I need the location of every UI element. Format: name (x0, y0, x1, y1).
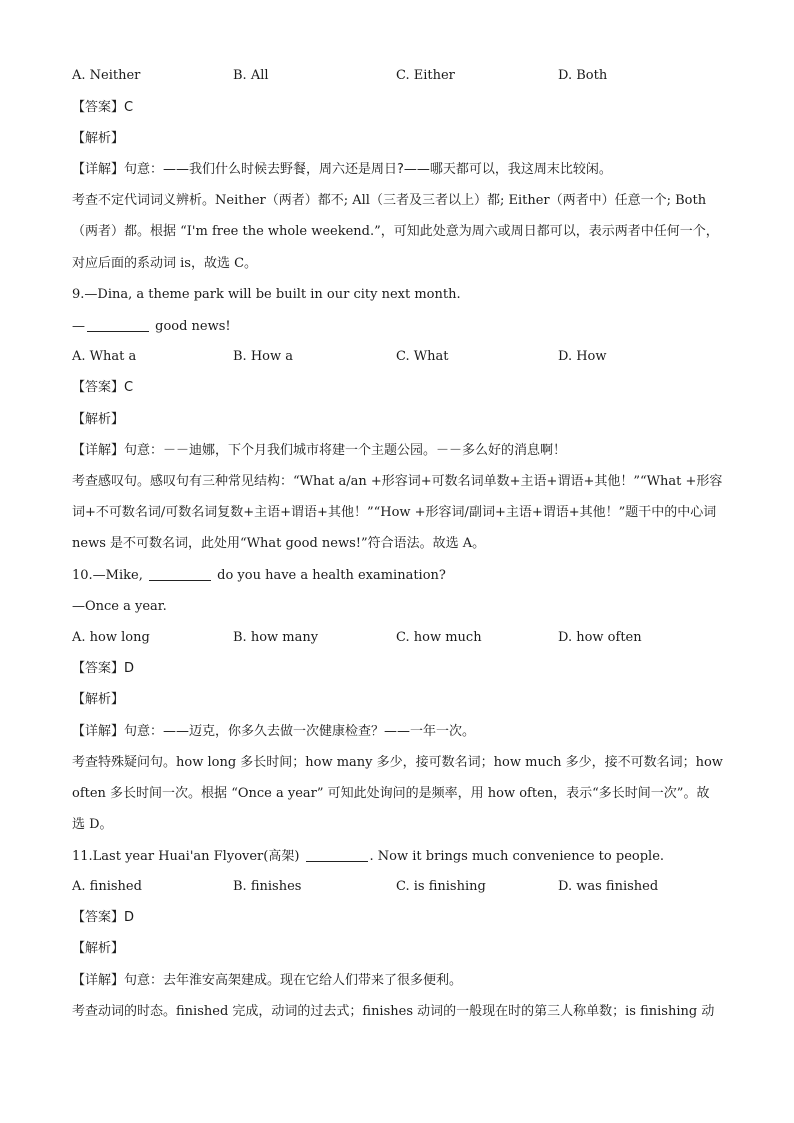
q11-stem-tail: . Now it brings much convenience to people. (369, 849, 665, 864)
q11-answer: 【答案】D (72, 910, 135, 925)
q10-stem-reply: —Once a year. (72, 599, 167, 614)
q9-stem: 9.—Dina, a theme park will be built in our city next month. (72, 287, 461, 302)
q10-explain-line: often 多长时间一次。根据 “Once a year” 可知此处询问的是频率，用 how often，表示“多长时间一次”。故 (72, 786, 710, 801)
q11-analysis-label: 【解析】 (72, 941, 125, 956)
q8-option-d: D. Both (558, 68, 608, 83)
q10-option-c: C. how much (396, 630, 482, 645)
q8-option-a: A. Neither (72, 68, 141, 83)
q10-analysis-label: 【解析】 (72, 692, 125, 707)
q8-explain-line: 对应后面的系动词 is，故选 C。 (72, 256, 258, 271)
q10-stem (72, 566, 446, 585)
q10-option-d: D. how often (558, 630, 642, 645)
q10-stem-tail: do you have a health examination? (212, 568, 446, 583)
q9-explain-line: 词+不可数名词/可数名词复数+主语+谓语+其他！”“How +形容词/副词+主语+谓语+其他！”题干中的中心词 (72, 505, 717, 520)
q8-analysis-label: 【解析】 (72, 131, 125, 146)
q9-explain-line: news 是不可数名词，此处用“What good news!”符合语法。故选 A。 (72, 536, 486, 551)
q9-blank[interactable] (87, 317, 149, 332)
q9-option-b: B. How a (233, 349, 293, 364)
q8-detail: 【详解】句意：——我们什么时候去野餐，周六还是周日?——哪天都可以，我这周末比较闲。 (72, 162, 612, 177)
q9-option-c: C. What (396, 349, 449, 364)
q9-stem-tail: good news! (151, 319, 231, 334)
q10-answer: 【答案】D (72, 661, 135, 676)
q8-option-c: C. Either (396, 68, 455, 83)
q8-answer: 【答案】C (72, 100, 134, 115)
q10-stem-head: 10.—Mike, (72, 568, 147, 583)
q9-explain-line: 考查感叹句。感叹句有三种常见结构：“What a/an +形容词+可数名词单数+主语+谓语+其他！”“What +形容 (72, 474, 723, 489)
q9-option-d: D. How (558, 349, 607, 364)
q11-option-d: D. was finished (558, 879, 659, 894)
q9-dash: — (72, 319, 85, 334)
q9-detail: 【详解】句意：－－迪娜，下个月我们城市将建一个主题公园。－－多么好的消息啊！ (72, 443, 567, 458)
q10-explain-line: 考查特殊疑问句。how long 多长时间；how many 多少，接可数名词；how much 多少，接不可数名词；how (72, 755, 723, 770)
q11-explain-line: 考查动词的时态。finished 完成，动词的过去式；finishes 动词的一般现在时的第三人称单数；is finishing 动 (72, 1004, 715, 1019)
q11-blank[interactable] (306, 847, 368, 862)
q8-explain-line: （两者）都。根据 “I'm free the whole weekend.”，可知此处意为周六或周日都可以，表示两者中任何一个， (72, 224, 719, 239)
q11-option-c: C. is finishing (396, 879, 486, 894)
q10-blank[interactable] (149, 566, 211, 581)
q11-option-a: A. finished (72, 879, 142, 894)
q10-option-a: A. how long (72, 630, 150, 645)
q8-option-b: B. All (233, 68, 269, 83)
q10-option-b: B. how many (233, 630, 319, 645)
q9-answer: 【答案】C (72, 380, 134, 395)
q8-explain-line: 考查不定代词词义辨析。Neither（两者）都不; All（三者及三者以上）都; Either（两者中）任意一个; Both (72, 193, 707, 208)
q9-stem-reply (72, 317, 231, 336)
q11-stem-head: 11.Last year Huai'an Flyover(高架) (72, 849, 304, 864)
q9-option-a: A. What a (72, 349, 137, 364)
q11-stem (72, 847, 664, 866)
q9-analysis-label: 【解析】 (72, 412, 125, 427)
q11-detail: 【详解】句意：去年淮安高架建成。现在它给人们带来了很多便利。 (72, 973, 463, 988)
q10-explain-line: 选 D。 (72, 817, 113, 832)
q11-option-b: B. finishes (233, 879, 302, 894)
q10-detail: 【详解】句意：——迈克，你多久去做一次健康检查？——一年一次。 (72, 724, 476, 739)
